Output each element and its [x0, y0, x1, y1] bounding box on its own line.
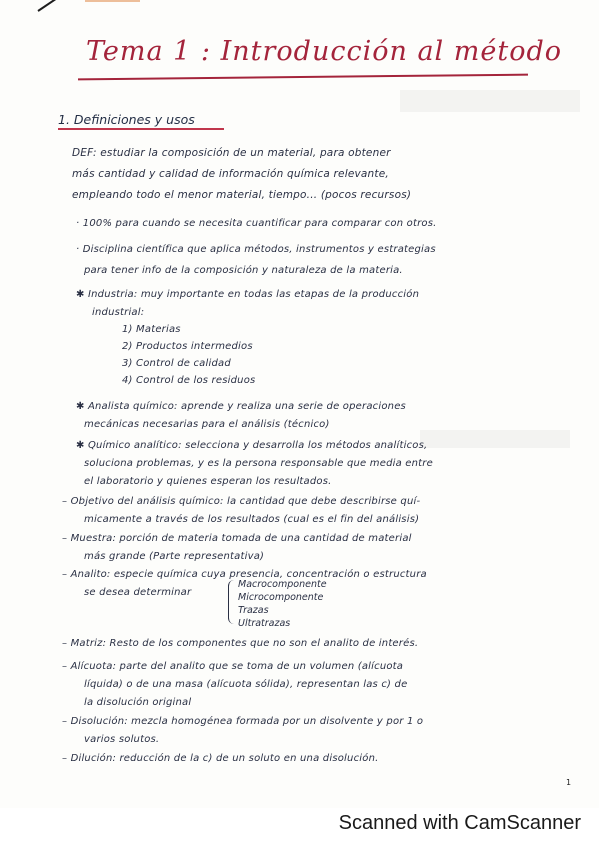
note-line: empleando todo el menor material, tiempo... (pocos recursos) [72, 189, 412, 201]
note-line: micamente a través de los resultados (cual es el fin del análisis) [84, 514, 420, 525]
scanner-watermark: Scanned with CamScanner [338, 812, 581, 834]
analyte-type: Ultratrazas [238, 618, 291, 629]
analyte-type: Trazas [238, 605, 269, 616]
note-line: – Analito: especie química cuya presencia, concentración o estructura [62, 569, 427, 580]
note-line: ✱ Analista químico: aprende y realiza una serie de operaciones [76, 401, 406, 412]
note-line: más grande (Parte representativa) [84, 551, 265, 562]
note-line: – Matriz: Resto de los componentes que no son el analito de interés. [62, 638, 419, 649]
note-line: · Disciplina científica que aplica métodos, instrumentos y estrategias [76, 244, 436, 255]
pen-stroke-mark [37, 0, 66, 12]
note-line: más cantidad y calidad de información química relevante, [72, 168, 389, 180]
analyte-type: Microcomponente [238, 592, 324, 603]
note-line: · 100% para cuando se necesita cuantificar para comparar con otros. [76, 218, 437, 229]
bleed-through-shadow [420, 430, 570, 448]
note-line: industrial: [92, 307, 145, 318]
note-line: el laboratorio y quienes esperan los resultados. [84, 476, 332, 487]
note-line: ✱ Químico analítico: selecciona y desarrolla los métodos analíticos, [76, 440, 428, 451]
note-line: para tener info de la composición y naturaleza de la materia. [84, 265, 403, 276]
brace-bracket [228, 580, 237, 624]
page-mark: 1 [566, 778, 572, 787]
list-item: 1) Materias [122, 324, 181, 335]
note-line: la disolución original [84, 697, 192, 708]
note-line: – Disolución: mezcla homogénea formada por un disolvente y por 1 o [62, 716, 424, 727]
page-edge-mark [85, 0, 140, 2]
section-underline [58, 128, 224, 130]
page-title: Tema 1 : Introducción al método [86, 36, 562, 67]
analyte-type: Macrocomponente [238, 579, 327, 590]
bleed-through-shadow [400, 90, 580, 112]
note-line: – Objetivo del análisis químico: la cantidad que debe describirse quí- [62, 496, 421, 507]
note-line: mecánicas necesarias para el análisis (técnico) [84, 419, 330, 430]
section-heading: 1. Definiciones y usos [58, 112, 195, 127]
note-line: varios solutos. [84, 734, 160, 745]
note-line: – Alícuota: parte del analito que se toma de un volumen (alícuota [62, 661, 404, 672]
note-line: DEF: estudiar la composición de un material, para obtener [72, 147, 391, 159]
note-line: líquida) o de una masa (alícuota sólida), representan las c) de [84, 679, 408, 690]
note-line: ✱ Industria: muy importante en todas las etapas de la producción [76, 289, 420, 300]
note-line: – Muestra: porción de materia tomada de una cantidad de material [62, 533, 412, 544]
list-item: 3) Control de calidad [122, 358, 231, 369]
note-line: se desea determinar [84, 587, 192, 598]
list-item: 2) Productos intermedios [122, 341, 253, 352]
list-item: 4) Control de los residuos [122, 375, 256, 386]
title-underline [78, 74, 528, 81]
note-line: soluciona problemas, y es la persona responsable que media entre [84, 458, 433, 469]
note-line: – Dilución: reducción de la c) de un soluto en una disolución. [62, 753, 379, 764]
